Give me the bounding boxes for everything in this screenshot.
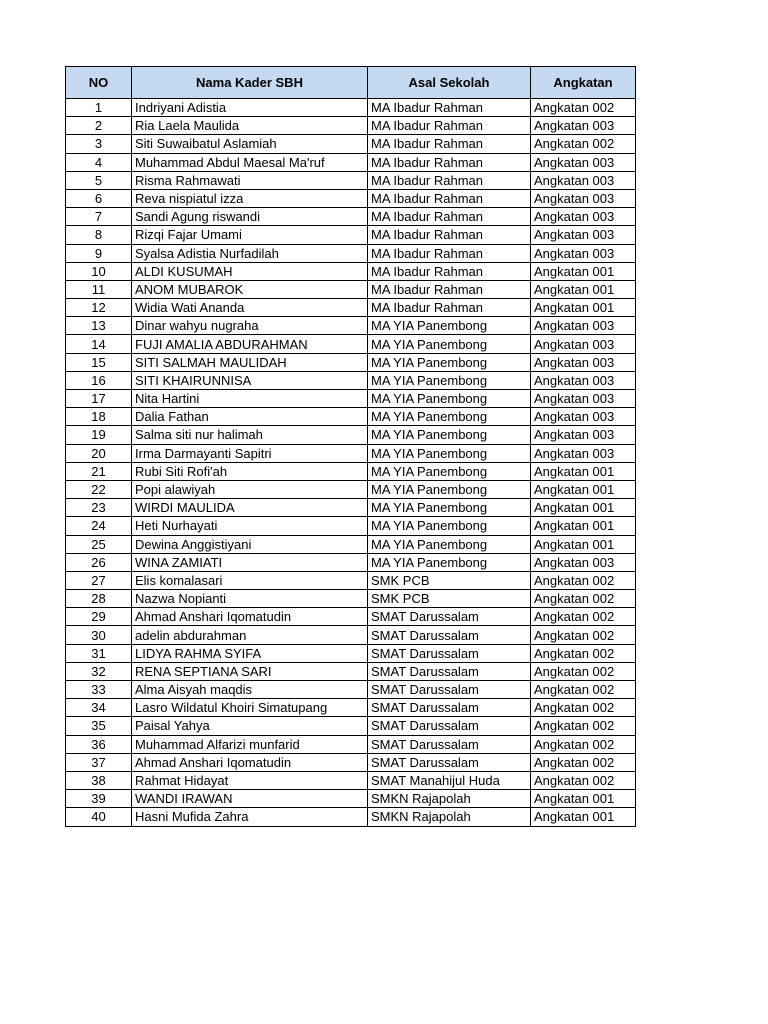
cell-school: MA YIA Panembong <box>368 371 531 389</box>
cell-school: MA YIA Panembong <box>368 390 531 408</box>
cell-no: 24 <box>66 517 132 535</box>
table-row <box>66 335 636 353</box>
cell-name: adelin abdurahman <box>132 626 368 644</box>
cell-no: 35 <box>66 717 132 735</box>
table-row <box>66 790 636 808</box>
cell-no: 22 <box>66 480 132 498</box>
cell-name: Hasni Mufida Zahra <box>132 808 368 826</box>
table-row <box>66 626 636 644</box>
cell-generation: Angkatan 002 <box>531 699 636 717</box>
cell-school: MA Ibadur Rahman <box>368 189 531 207</box>
table-row <box>66 390 636 408</box>
cell-name: Sandi Agung riswandi <box>132 208 368 226</box>
cell-generation: Angkatan 001 <box>531 480 636 498</box>
cell-generation: Angkatan 002 <box>531 590 636 608</box>
cell-generation: Angkatan 003 <box>531 390 636 408</box>
cell-no: 32 <box>66 662 132 680</box>
cell-no: 40 <box>66 808 132 826</box>
table-row <box>66 699 636 717</box>
table-row <box>66 717 636 735</box>
table-row <box>66 226 636 244</box>
cell-no: 4 <box>66 153 132 171</box>
cell-generation: Angkatan 001 <box>531 262 636 280</box>
cell-name: Ahmad Anshari Iqomatudin <box>132 753 368 771</box>
table-row <box>66 462 636 480</box>
cell-no: 14 <box>66 335 132 353</box>
cell-generation: Angkatan 003 <box>531 153 636 171</box>
cell-school: MA YIA Panembong <box>368 553 531 571</box>
cell-school: SMKN Rajapolah <box>368 790 531 808</box>
cell-school: SMAT Darussalam <box>368 753 531 771</box>
cell-no: 33 <box>66 681 132 699</box>
cell-school: SMAT Darussalam <box>368 608 531 626</box>
cell-generation: Angkatan 002 <box>531 771 636 789</box>
table-row <box>66 590 636 608</box>
cell-name: Rizqi Fajar Umami <box>132 226 368 244</box>
cell-no: 8 <box>66 226 132 244</box>
cell-no: 5 <box>66 171 132 189</box>
table-row <box>66 771 636 789</box>
cell-school: SMAT Darussalam <box>368 699 531 717</box>
table-row <box>66 571 636 589</box>
cell-school: MA YIA Panembong <box>368 480 531 498</box>
cell-no: 11 <box>66 280 132 298</box>
table-row <box>66 553 636 571</box>
cell-no: 9 <box>66 244 132 262</box>
cell-no: 39 <box>66 790 132 808</box>
cell-no: 2 <box>66 117 132 135</box>
cell-no: 38 <box>66 771 132 789</box>
cell-school: MA YIA Panembong <box>368 517 531 535</box>
cell-generation: Angkatan 003 <box>531 208 636 226</box>
cell-generation: Angkatan 003 <box>531 444 636 462</box>
cell-name: SITI KHAIRUNNISA <box>132 371 368 389</box>
header-name: Nama Kader SBH <box>132 67 368 99</box>
cell-school: SMAT Darussalam <box>368 735 531 753</box>
cell-name: LIDYA RAHMA SYIFA <box>132 644 368 662</box>
cell-generation: Angkatan 003 <box>531 371 636 389</box>
cell-school: MA YIA Panembong <box>368 462 531 480</box>
cell-no: 28 <box>66 590 132 608</box>
table-row <box>66 444 636 462</box>
cell-name: Heti Nurhayati <box>132 517 368 535</box>
cell-name: FUJI AMALIA ABDURAHMAN <box>132 335 368 353</box>
header-school: Asal Sekolah <box>368 67 531 99</box>
cell-generation: Angkatan 002 <box>531 99 636 117</box>
cell-name: Ahmad Anshari Iqomatudin <box>132 608 368 626</box>
cell-no: 13 <box>66 317 132 335</box>
table-row <box>66 353 636 371</box>
cell-name: Lasro Wildatul Khoiri Simatupang <box>132 699 368 717</box>
cell-generation: Angkatan 001 <box>531 808 636 826</box>
cell-no: 12 <box>66 299 132 317</box>
cell-generation: Angkatan 002 <box>531 681 636 699</box>
cell-name: Dinar wahyu nugraha <box>132 317 368 335</box>
cell-no: 31 <box>66 644 132 662</box>
cell-school: SMK PCB <box>368 590 531 608</box>
cell-name: Widia Wati Ananda <box>132 299 368 317</box>
cell-name: Irma Darmayanti Sapitri <box>132 444 368 462</box>
cell-generation: Angkatan 003 <box>531 244 636 262</box>
cell-generation: Angkatan 003 <box>531 553 636 571</box>
cell-generation: Angkatan 003 <box>531 426 636 444</box>
roster-sheet <box>65 66 636 827</box>
cell-name: Alma Aisyah maqdis <box>132 681 368 699</box>
cell-generation: Angkatan 001 <box>531 280 636 298</box>
cell-generation: Angkatan 001 <box>531 462 636 480</box>
cell-no: 18 <box>66 408 132 426</box>
table-row <box>66 480 636 498</box>
cell-name: Risma Rahmawati <box>132 171 368 189</box>
table-row <box>66 426 636 444</box>
cell-name: ALDI KUSUMAH <box>132 262 368 280</box>
cell-name: ANOM MUBAROK <box>132 280 368 298</box>
cell-school: MA Ibadur Rahman <box>368 99 531 117</box>
cell-name: Nita Hartini <box>132 390 368 408</box>
cell-generation: Angkatan 003 <box>531 189 636 207</box>
cell-generation: Angkatan 003 <box>531 226 636 244</box>
cell-no: 3 <box>66 135 132 153</box>
cell-generation: Angkatan 003 <box>531 335 636 353</box>
cell-school: MA YIA Panembong <box>368 535 531 553</box>
table-row <box>66 644 636 662</box>
cell-name: Salma siti nur halimah <box>132 426 368 444</box>
cell-generation: Angkatan 003 <box>531 171 636 189</box>
cell-school: MA YIA Panembong <box>368 444 531 462</box>
cell-name: Rubi Siti Rofi'ah <box>132 462 368 480</box>
header-generation: Angkatan <box>531 67 636 99</box>
cell-generation: Angkatan 003 <box>531 317 636 335</box>
cell-name: WIRDI MAULIDA <box>132 499 368 517</box>
cell-no: 25 <box>66 535 132 553</box>
cell-no: 20 <box>66 444 132 462</box>
cell-generation: Angkatan 002 <box>531 753 636 771</box>
cell-name: Dalia Fathan <box>132 408 368 426</box>
table-header-row <box>66 67 636 99</box>
cell-name: Reva nispiatul izza <box>132 189 368 207</box>
cell-no: 16 <box>66 371 132 389</box>
table-row <box>66 280 636 298</box>
cell-school: SMAT Darussalam <box>368 717 531 735</box>
cell-no: 30 <box>66 626 132 644</box>
cell-name: Nazwa Nopianti <box>132 590 368 608</box>
cell-school: SMAT Darussalam <box>368 662 531 680</box>
table-row <box>66 117 636 135</box>
cell-school: MA Ibadur Rahman <box>368 208 531 226</box>
cell-no: 26 <box>66 553 132 571</box>
cell-name: Rahmat Hidayat <box>132 771 368 789</box>
cell-school: MA Ibadur Rahman <box>368 171 531 189</box>
cell-school: SMAT Darussalam <box>368 644 531 662</box>
table-row <box>66 499 636 517</box>
table-row <box>66 681 636 699</box>
table-row <box>66 99 636 117</box>
table-row <box>66 171 636 189</box>
cell-generation: Angkatan 003 <box>531 408 636 426</box>
cell-no: 37 <box>66 753 132 771</box>
cell-generation: Angkatan 002 <box>531 135 636 153</box>
cell-generation: Angkatan 002 <box>531 608 636 626</box>
table-row <box>66 517 636 535</box>
cell-generation: Angkatan 001 <box>531 535 636 553</box>
cell-school: SMAT Darussalam <box>368 626 531 644</box>
table-body <box>66 99 636 827</box>
table-row <box>66 262 636 280</box>
cell-no: 7 <box>66 208 132 226</box>
cell-school: MA Ibadur Rahman <box>368 299 531 317</box>
table-row <box>66 153 636 171</box>
table-row <box>66 317 636 335</box>
table-row <box>66 753 636 771</box>
cell-no: 27 <box>66 571 132 589</box>
cell-name: Muhammad Abdul Maesal Ma'ruf <box>132 153 368 171</box>
cell-generation: Angkatan 003 <box>531 117 636 135</box>
cell-school: MA Ibadur Rahman <box>368 135 531 153</box>
cell-generation: Angkatan 002 <box>531 717 636 735</box>
cell-no: 23 <box>66 499 132 517</box>
cell-generation: Angkatan 002 <box>531 626 636 644</box>
cell-name: Syalsa Adistia Nurfadilah <box>132 244 368 262</box>
cell-name: Paisal Yahya <box>132 717 368 735</box>
table-row <box>66 608 636 626</box>
cell-name: WINA ZAMIATI <box>132 553 368 571</box>
cell-generation: Angkatan 002 <box>531 735 636 753</box>
table-row <box>66 135 636 153</box>
cell-school: MA YIA Panembong <box>368 408 531 426</box>
cell-school: SMAT Darussalam <box>368 681 531 699</box>
cell-school: SMKN Rajapolah <box>368 808 531 826</box>
cell-no: 19 <box>66 426 132 444</box>
cell-name: Popi alawiyah <box>132 480 368 498</box>
cell-no: 29 <box>66 608 132 626</box>
cell-no: 17 <box>66 390 132 408</box>
cell-no: 21 <box>66 462 132 480</box>
table-row <box>66 808 636 826</box>
cell-school: SMK PCB <box>368 571 531 589</box>
cell-school: MA Ibadur Rahman <box>368 244 531 262</box>
cell-no: 15 <box>66 353 132 371</box>
cell-no: 1 <box>66 99 132 117</box>
cell-no: 34 <box>66 699 132 717</box>
table-row <box>66 735 636 753</box>
cell-name: WANDI IRAWAN <box>132 790 368 808</box>
cell-school: SMAT Manahijul Huda <box>368 771 531 789</box>
table-row <box>66 189 636 207</box>
cell-generation: Angkatan 001 <box>531 299 636 317</box>
cell-school: MA YIA Panembong <box>368 335 531 353</box>
cell-generation: Angkatan 001 <box>531 499 636 517</box>
cell-name: Ria Laela Maulida <box>132 117 368 135</box>
cell-name: RENA SEPTIANA SARI <box>132 662 368 680</box>
cell-generation: Angkatan 002 <box>531 662 636 680</box>
table-row <box>66 371 636 389</box>
cell-no: 36 <box>66 735 132 753</box>
cell-name: Siti Suwaibatul Aslamiah <box>132 135 368 153</box>
table-row <box>66 662 636 680</box>
cell-school: MA YIA Panembong <box>368 426 531 444</box>
cell-generation: Angkatan 001 <box>531 517 636 535</box>
table-row <box>66 408 636 426</box>
table-row <box>66 535 636 553</box>
cell-school: MA YIA Panembong <box>368 317 531 335</box>
table-row <box>66 244 636 262</box>
header-no: NO <box>66 67 132 99</box>
cell-name: Dewina Anggistiyani <box>132 535 368 553</box>
cell-school: MA Ibadur Rahman <box>368 280 531 298</box>
cell-generation: Angkatan 001 <box>531 790 636 808</box>
cell-name: SITI SALMAH MAULIDAH <box>132 353 368 371</box>
table-row <box>66 208 636 226</box>
cell-generation: Angkatan 003 <box>531 353 636 371</box>
cell-generation: Angkatan 002 <box>531 644 636 662</box>
cell-name: Elis komalasari <box>132 571 368 589</box>
table-row <box>66 299 636 317</box>
cell-no: 10 <box>66 262 132 280</box>
cell-school: MA Ibadur Rahman <box>368 117 531 135</box>
cell-school: MA Ibadur Rahman <box>368 262 531 280</box>
cell-school: MA Ibadur Rahman <box>368 226 531 244</box>
roster-table <box>65 66 636 827</box>
cell-school: MA Ibadur Rahman <box>368 153 531 171</box>
cell-name: Indriyani Adistia <box>132 99 368 117</box>
cell-school: MA YIA Panembong <box>368 499 531 517</box>
cell-name: Muhammad Alfarizi munfarid <box>132 735 368 753</box>
cell-generation: Angkatan 002 <box>531 571 636 589</box>
cell-no: 6 <box>66 189 132 207</box>
cell-school: MA YIA Panembong <box>368 353 531 371</box>
